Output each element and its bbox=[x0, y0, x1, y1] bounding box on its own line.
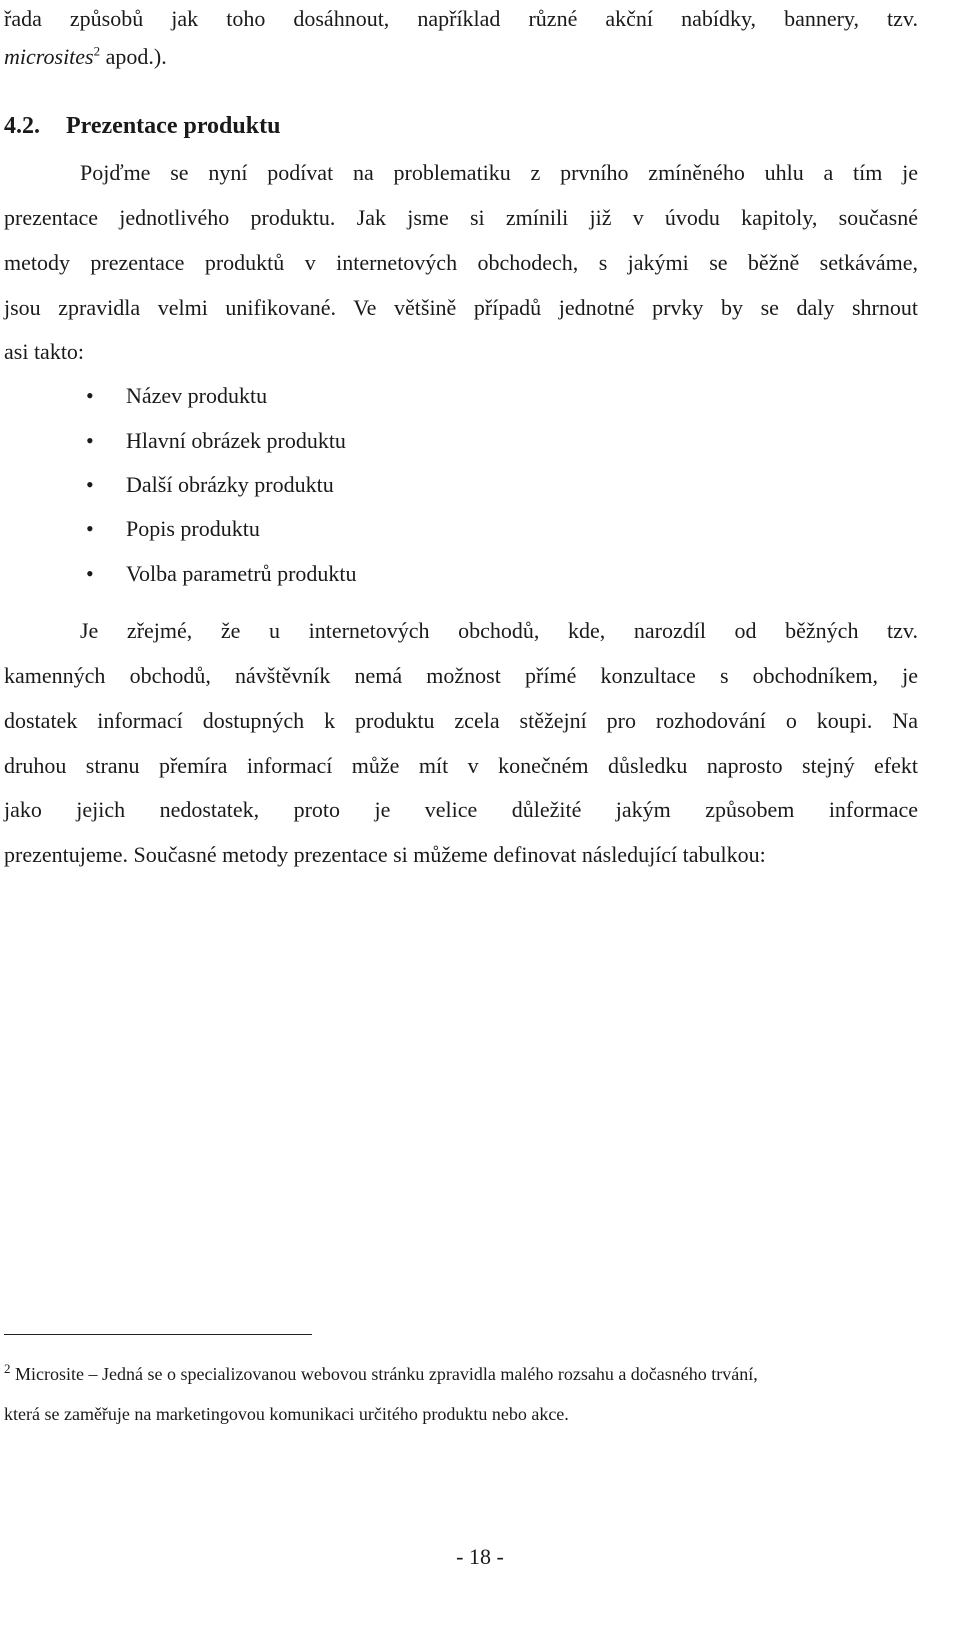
page-number: - 18 - bbox=[456, 1544, 504, 1569]
list-item bbox=[86, 426, 346, 456]
bullet-icon: • bbox=[86, 561, 94, 586]
paragraph-1-line-2: prezentace jednotlivého produktu. Jak jsme si zmínili již v úvodu kapitoly, současné bbox=[4, 205, 918, 230]
microsites-term: microsites bbox=[4, 44, 94, 69]
paragraph-1-line-1: Pojďme se nyní podívat na problematiku z prvního zmíněného uhlu a tím je bbox=[80, 160, 918, 185]
bullet-icon: • bbox=[86, 428, 94, 453]
continuation-line-2-rest: apod.). bbox=[100, 44, 167, 69]
list-item bbox=[86, 381, 267, 411]
footnote-line-1 bbox=[4, 1362, 914, 1386]
paragraph-1-line-3: metody prezentace produktů v internetových obchodech, s jakými se běžně setkáváme, bbox=[4, 250, 918, 275]
paragraph-1-line-4: jsou zpravidla velmi unifikované. Ve většině případů jednotné prvky by se daly shrnout bbox=[4, 295, 918, 320]
list-item bbox=[86, 559, 357, 589]
list-item-text: Název produktu bbox=[126, 383, 268, 408]
list-item-text: Další obrázky produktu bbox=[126, 472, 334, 497]
section-title: Prezentace produktu bbox=[66, 113, 281, 139]
footnote-marker: 2 bbox=[4, 1361, 11, 1376]
footnote-reference: 2 bbox=[93, 43, 101, 59]
continuation-line-1: řada způsobů jak toho dosáhnout, například různé akční nabídky, bannery, tzv. bbox=[4, 6, 918, 31]
list-item-text: Popis produktu bbox=[126, 516, 260, 541]
list-item-text: Hlavní obrázek produktu bbox=[126, 428, 346, 453]
footnote-text-1: Microsite – Jedná se o specializovanou webovou stránku zpravidla malého rozsahu a dočasného trvání, bbox=[10, 1364, 758, 1384]
section-heading bbox=[4, 111, 918, 141]
paragraph-2-line-4: druhou stranu přemíra informací může mít v konečném důsledku naprosto stejný efekt bbox=[4, 753, 918, 778]
list-item-text: Volba parametrů produktu bbox=[126, 561, 357, 586]
paragraph-2-line-3: dostatek informací dostupných k produktu zcela stěžejní pro rozhodování o koupi. Na bbox=[4, 708, 918, 733]
bullet-icon: • bbox=[86, 472, 94, 497]
list-item bbox=[86, 470, 334, 500]
footnote-divider bbox=[4, 1334, 312, 1335]
bullet-icon: • bbox=[86, 383, 94, 408]
continuation-line-2 bbox=[4, 42, 918, 72]
paragraph-2-line-6: prezentujeme. Současné metody prezentace si můžeme definovat následující tabulkou: bbox=[4, 842, 766, 867]
paragraph-1-line-5: asi takto: bbox=[4, 339, 85, 364]
list-item bbox=[86, 514, 260, 544]
footnote-line-2: která se zaměřuje na marketingovou komunikaci určitého produktu nebo akce. bbox=[4, 1404, 569, 1424]
section-number: 4.2. bbox=[4, 113, 40, 139]
paragraph-2-line-1: Je zřejmé, že u internetových obchodů, kde, narozdíl od běžných tzv. bbox=[80, 618, 918, 643]
paragraph-2-line-5: jako jejich nedostatek, proto je velice důležité jakým způsobem informace bbox=[4, 797, 918, 822]
paragraph-2-line-2: kamenných obchodů, návštěvník nemá možnost přímé konzultace s obchodníkem, je bbox=[4, 663, 918, 688]
bullet-icon: • bbox=[86, 516, 94, 541]
